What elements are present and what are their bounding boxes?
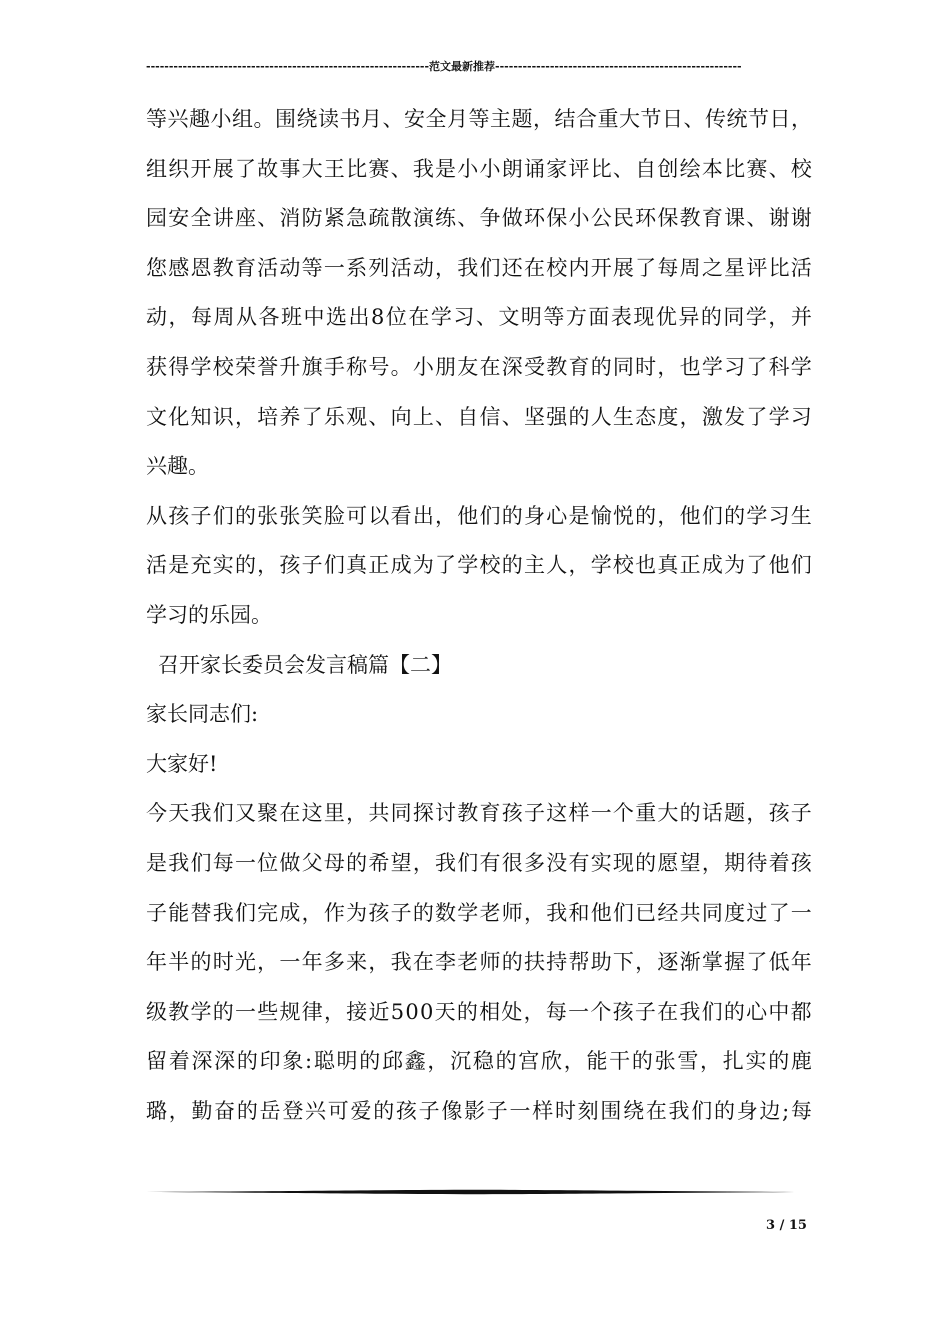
text-line: 兴趣。 [146,454,209,479]
text-line: 活 是 充 实 的 ， 孩 子 们 真 正 成 为 了 学 校 的 主 人 ， 学 校 也 真 正 成 为 了 他 们 [146,553,812,578]
footer-rule [146,1189,806,1195]
text-line: 家长同志们: [146,702,259,727]
text-line: 子 能 替 我 们 完 成 ， 作 为 孩 子 的 数 学 老 师 ， 我 和 他 们 已 经 共 同 度 过 了 一 [146,900,812,925]
text-line: 璐 ， 勤 奋 的 岳 登 兴 可 爱 的 孩 子 像 影 子 一 样 时 刻 围 绕 在 我 们 的 身 边 ; 每 [146,1098,812,1123]
text-line: 从 孩 子 们 的 张 张 笑 脸 可 以 看 出 ， 他 们 的 身 心 是 愉 悦 的 ， 他 们 的 学 习 生 [146,503,812,528]
text-line: 级 教 学 的 一 些 规 律 ， 接 近 5 0 0 天 的 相 处 ， 每 一 个 孩 子 在 我 们 的 心 中 都 [146,999,812,1024]
text-line: 今 天 我 们 又 聚 在 这 里 ， 共 同 探 讨 教 育 孩 子 这 样 一 个 重 大 的 话 题 ， 孩 子 [146,801,812,826]
text-line: 留 着 深 深 的 印 象 : 聪 明 的 邱 鑫 ， 沉 稳 的 宫 欣 ， 能 干 的 张 雪 ， 扎 实 的 鹿 [146,1049,812,1074]
text-line: 获 得 学 校 荣 誉 升 旗 手 称 号 。 小 朋 友 在 深 受 教 育 的 同 时 ， 也 学 习 了 科 学 [146,354,812,379]
text-line: 年 半 的 时 光 ， 一 年 多 来 ， 我 在 李 老 师 的 扶 持 帮 助 下 ， 逐 渐 掌 握 了 低 年 [146,950,812,975]
page-number: 3 / 15 [766,1218,807,1233]
text-line: 您 感 恩 教 育 活 动 等 一 系 列 活 动 ， 我 们 还 在 校 内 开 展 了 每 周 之 星 评 比 活 [146,255,812,280]
text-line: 动 ， 每 周 从 各 班 中 选 出 8 位 在 学 习 、 文 明 等 方 面 表 现 优 异 的 同 学 ， 并 [146,305,812,330]
text-line: 组 织 开 展 了 故 事 大 王 比 赛 、 我 是 小 小 朗 诵 家 评 比 、 自 创 绘 本 比 赛 、 校 [146,156,812,181]
section-heading: 召开家长委员会发言稿篇【二】 [158,652,452,677]
text-line: 园 安 全 讲 座 、 消 防 紧 急 疏 散 演 练 、 争 做 环 保 小 公 民 环 保 教 育 课 、 谢 谢 [146,206,812,231]
text-line: 是 我 们 每 一 位 做 父 母 的 希 望 ， 我 们 有 很 多 没 有 实 现 的 愿 望 ， 期 待 着 孩 [146,850,812,875]
page-header: --------------------------------------------------------------范文最新推荐------------------------------------------------------ [146,60,742,73]
text-line: 文 化 知 识 ， 培 养 了 乐 观 、 向 上 、 自 信 、 坚 强 的 人 生 态 度 ， 激 发 了 学 习 [146,404,812,429]
text-line: 等 兴 趣 小 组 。 围 绕 读 书 月 、 安 全 月 等 主 题 ， 结 合 重 大 节 日 、 传 统 节 日 ， [146,107,812,131]
text-line: 学习的乐园。 [146,602,272,627]
text-line: 大家好! [146,751,218,776]
document-body [146,95,812,1136]
